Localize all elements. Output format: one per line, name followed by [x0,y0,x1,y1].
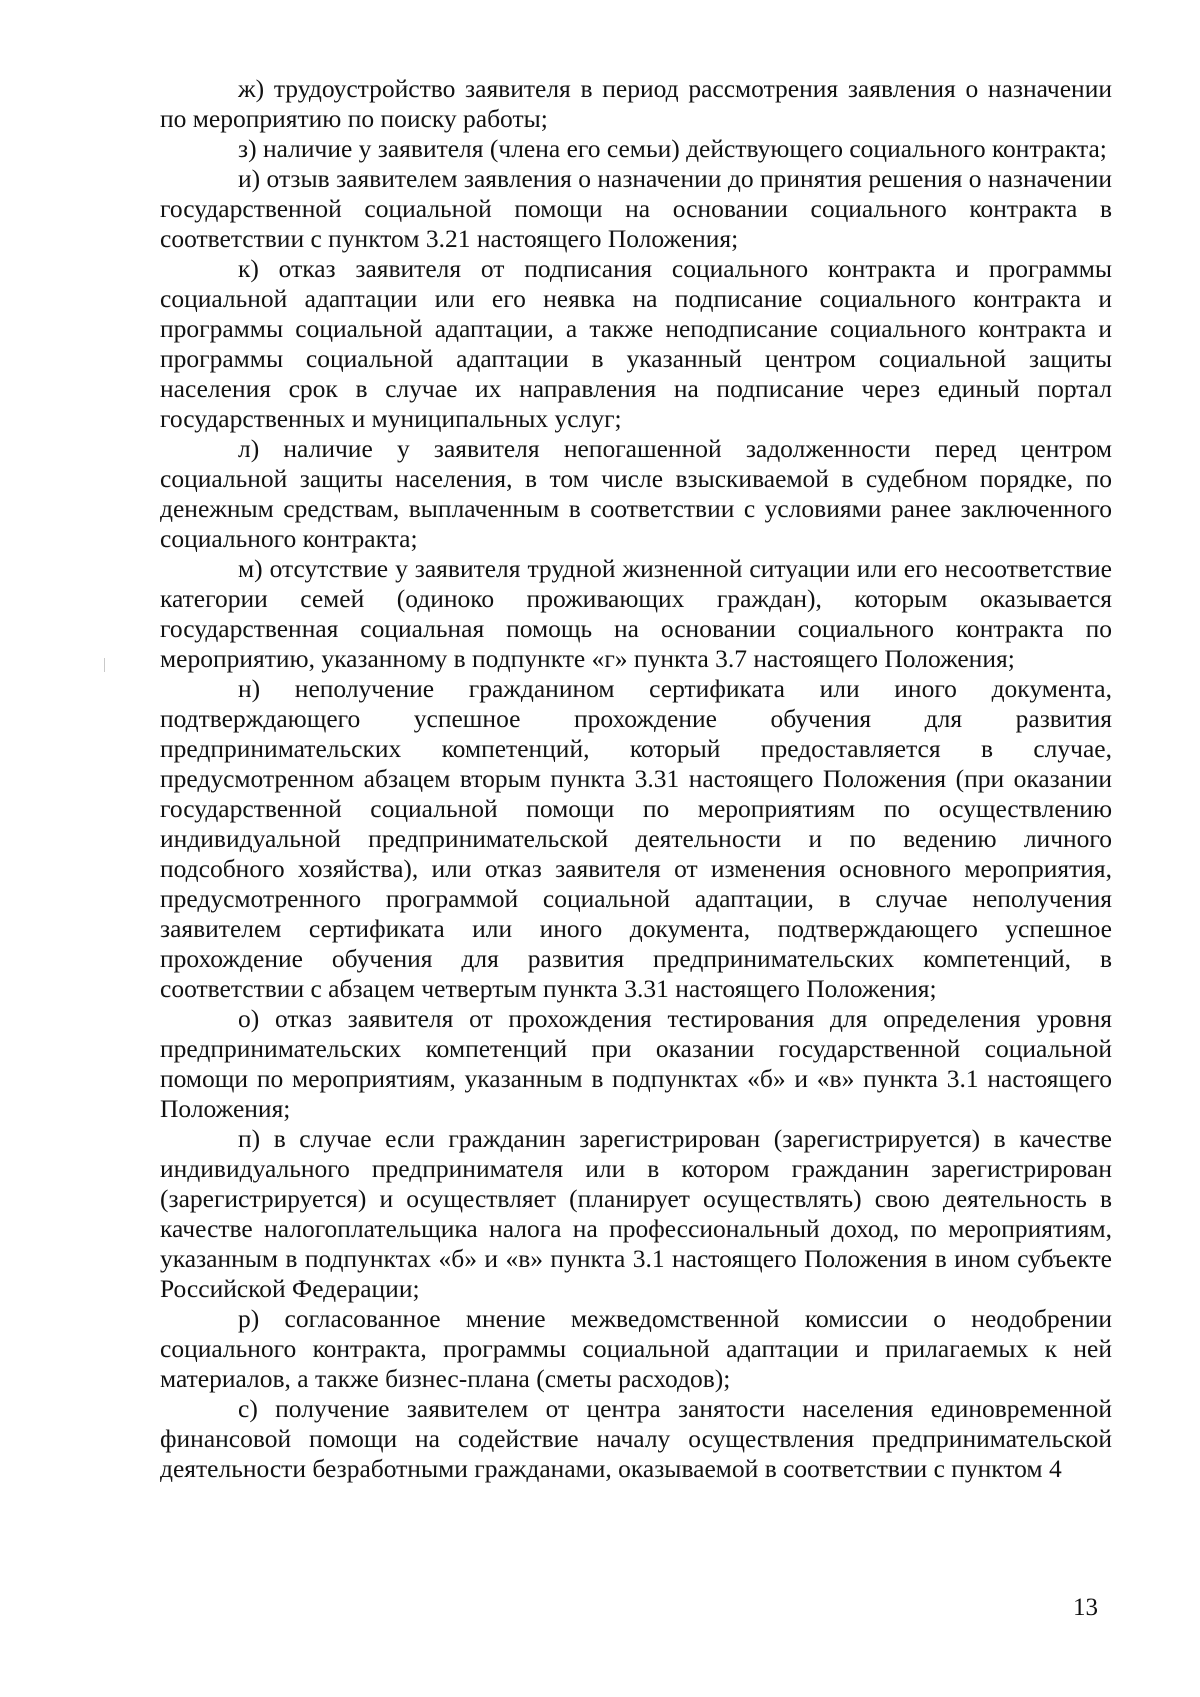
paragraph-s: с) получение заявителем от центра занятости населения единовременной финансовой помощи на содействие началу осуществления предпринимательской деятельности безработными гражданами, оказываемой в соответствии с пунктом 4 [160,1394,1112,1483]
document-body [160,74,1112,1484]
paragraph-i: и) отзыв заявителем заявления о назначении до принятия решения о назначении государственной социальной помощи на основании социального контракта в соответствии с пунктом 3.21 настоящего Положения; [160,164,1112,253]
paragraph-z: з) наличие у заявителя (члена его семьи) действующего социального контракта; [238,134,1107,163]
paragraph-o: о) отказ заявителя от прохождения тестирования для определения уровня предпринимательских компетенций при оказании государственной социальной помощи по мероприятиям, указанным в подпунктах «б» и «в» пункта 3.1 настоящего Положения; [160,1004,1112,1123]
paragraph-l: л) наличие у заявителя непогашенной задолженности перед центром социальной защиты населения, в том числе взыскиваемой в судебном порядке, по денежным средствам, выплаченным в соответствии с условиями ранее заключенного социального контракта; [160,434,1112,553]
paragraph-r: р) согласованное мнение межведомственной комиссии о неодобрении социального контракта, программы социальной адаптации и прилагаемых к ней материалов, а также бизнес-плана (сметы расходов); [160,1304,1112,1393]
paragraph-m: м) отсутствие у заявителя трудной жизненной ситуации или его несоответствие категории семей (одиноко проживающих граждан), которым оказывается государственная социальная помощь на основании социального контракта по мероприятию, указанному в подпункте «г» пункта 3.7 настоящего Положения; [160,554,1112,673]
paragraph-k: к) отказ заявителя от подписания социального контракта и программы социальной адаптации или его неявка на подписание социального контракта и программы социальной адаптации, а также неподписание социального контракта и программы социальной адаптации в указанный центром социальной защиты населения срок в случае их направления на подписание через единый портал государственных и муниципальных услуг; [160,254,1112,433]
paragraph-zh: ж) трудоустройство заявителя в период рассмотрения заявления о назначении по мероприятию по поиску работы; [160,74,1112,133]
margin-mark [104,658,105,672]
page-number: 13 [1073,1594,1098,1621]
paragraph-p: п) в случае если гражданин зарегистрирован (зарегистрируется) в качестве индивидуального предпринимателя или в котором гражданин зарегистрирован (зарегистрируется) и осуществляет (планирует осуществлять) свою деятельность в качестве налогоплательщика налога на профессиональный доход, по мероприятиям, указанным в подпунктах «б» и «в» пункта 3.1 настоящего Положения в ином субъекте Российской Федерации; [160,1124,1112,1303]
paragraph-n: н) неполучение гражданином сертификата или иного документа, подтверждающего успешное прохождение обучения для развития предпринимательских компетенций, который предоставляется в случае, предусмотренном абзацем вторым пункта 3.31 настоящего Положения (при оказании государственной социальной помощи по мероприятиям по осуществлению индивидуальной предпринимательской деятельности и по ведению личного подсобного хозяйства), или отказ заявителя от изменения основного мероприятия, предусмотренного программой социальной адаптации, в случае неполучения заявителем сертификата или иного документа, подтверждающего успешное прохождение обучения для развития предпринимательских компетенций, в соответствии с абзацем четвертым пункта 3.31 настоящего Положения; [160,674,1112,1003]
